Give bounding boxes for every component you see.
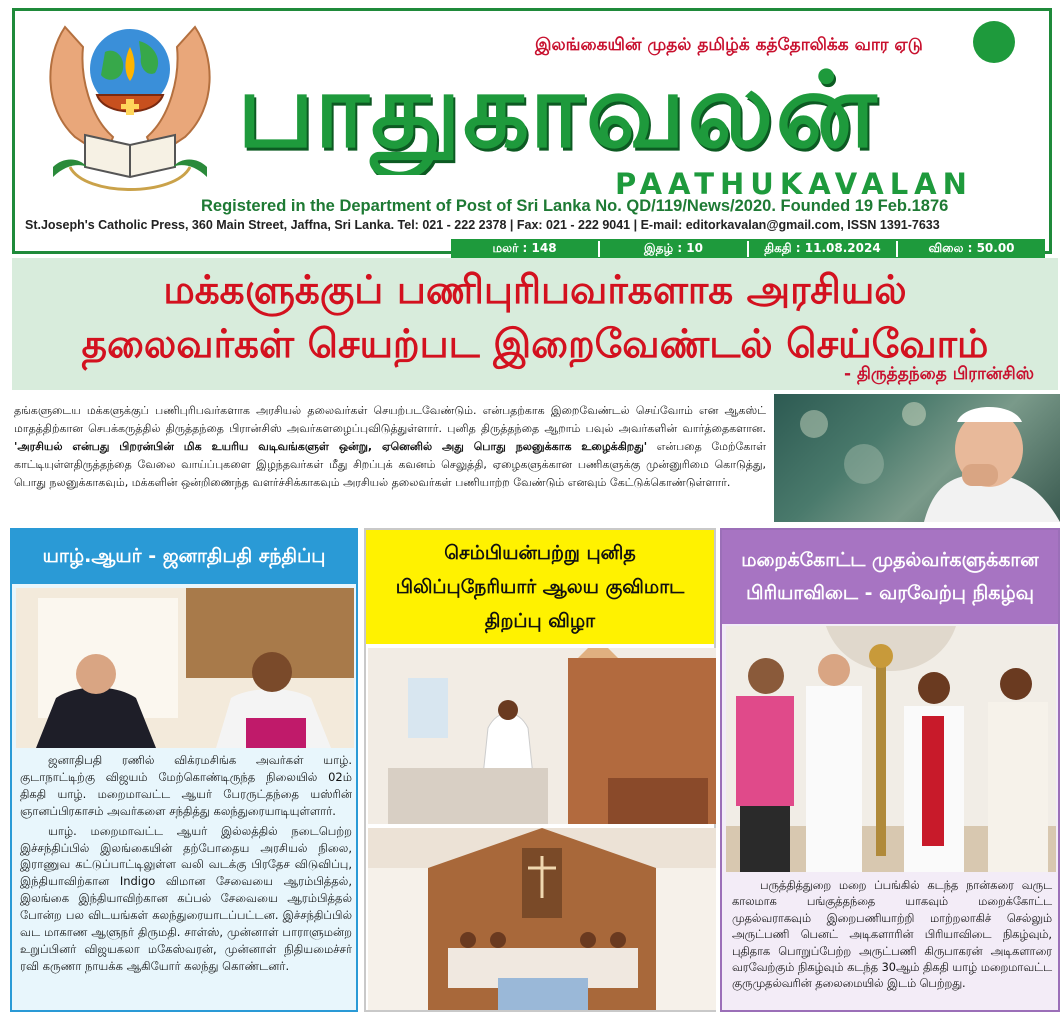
- photo-church-altar: [368, 648, 716, 824]
- section-title-farewell: மறைக்கோட்ட முதல்வர்களுக்கான பிரியாவிடை - வரவேற்பு நிகழ்வு: [722, 530, 1058, 624]
- story-bishop-president: [10, 528, 358, 1012]
- lead-story-text: [14, 402, 766, 492]
- section-title-church-dome: செம்பியன்பற்று புனித பிலிப்புநேரியார் ஆலய குவிமாட திறப்பு விழா: [366, 530, 714, 644]
- registration-line: Registered in the Department of Post of Sri Lanka No. QD/119/News/2020. Founded 19 Feb.1876: [201, 197, 949, 215]
- paper-name-latin: PAATHUKAVALAN: [615, 167, 973, 201]
- main-headline: [12, 264, 1058, 372]
- issue-price: விலை : 50.00: [928, 241, 1015, 255]
- issue-number: இதழ் : 10: [600, 241, 749, 257]
- issue-volume: மலர் : 148: [451, 241, 600, 257]
- headline-box: [12, 258, 1058, 390]
- pope-photo: [774, 394, 1060, 522]
- section-title-bishop-meeting: யாழ்.ஆயர் - ஜனாதிபதி சந்திப்பு: [12, 530, 356, 584]
- story-church-dome: [364, 528, 716, 1012]
- masthead: [12, 8, 1052, 254]
- logo-hands-globe-lamp-icon: [35, 17, 225, 217]
- paragraph: ஜனாதிபதி ரணில் விக்ரமசிங்க அவர்கள் யாழ். குடாநாட்டிற்கு விஜயம் மேற்கொண்டிருந்த நிலையில் 02ம் திகதி யாழ். மறைமாவட்ட ஆயர் பேரருட்தந்தை யஸ்ரின் ஞானப்பிரகாசம் அவர்களை சந்தித்து கலந்துரையாடியுள்ளார்.: [20, 753, 352, 818]
- masthead-tagline: இலங்கையின் முதல் தமிழ்க் கத்தோலிக்க வார ஏடு: [535, 35, 923, 55]
- headline-byline: - திருத்தந்தை பிரான்சிஸ்: [843, 364, 1034, 384]
- paragraph: யாழ். மறைமாவட்ட ஆயர் இல்லத்தில் நடைபெற்ற இச்சந்திப்பில் இலங்கையின் தற்போதைய அரசியல் நிலை, இராணுவ கட்டுப்பாட்டிலுள்ள வலி வடக்கு பிரதேச விடுவிப்பு, இந்தியாவிற்கான Indigo விமான சேவையை ஆரம்பித்தல், இலங்கை இந்தியாவிற்கான கப்பல் சேவையை ஆரம்பித்தல் போன்ற பல விடயங்கள் கலந்துரையாடப்பட்டன. இச்சந்திப்பில் வட மாகாண ஆளுநர் திருமதி. சாள்ஸ், முன்னாள் பாராளுமன்ற உறுப்பினர் விஜயகலா மகேஸ்வரன், முன்னாள் நிதியமைச்சர் ரவி கருணா நாயக்க ஆகியோர் கலந்து கொண்டனர்.: [20, 823, 352, 973]
- paper-name-tamil: பாதுகாவலன்: [237, 49, 879, 171]
- story-text-farewell: [732, 878, 1052, 996]
- photo-farewell-ceremony: [726, 626, 1056, 872]
- issue-info-bar: [451, 239, 1045, 259]
- lead-text-a: தங்களுடைய மக்களுக்குப் பணிபுரிபவர்களாக அரசியல் தலைவர்கள் செயற்படவேண்டும். என்பதற்காக இறைவேண்டல் செய்வோம் என ஆகஸ்ட் மாதத்திற்கான செபக்கருத்தில் திருத்தந்தை பிரான்சிஸ் அவர்களழைப்புவிடுத்துள்ளார். புனித திருத்தந்தை ஆறாம் பவுல் அவர்களின் வார்த்தைகளான.: [14, 404, 766, 435]
- lead-quote: 'அரசியல் என்பது பிறரன்பின் மிக உயரிய வடிவங்களுள் ஒன்று, ஏனெனில் அது பொது நலனுக்காக உழைக்கிறது': [14, 440, 648, 453]
- story-farewell-welcome: [720, 528, 1060, 1012]
- press-contact-line: St.Joseph's Catholic Press, 360 Main Street, Jaffna, Sri Lanka. Tel: 021 - 222 2378 | Fax: 021 - 222 9041 | E-mail: editorkavalan@gmail.com, ISSN 1391-7633: [25, 218, 940, 232]
- issue-date: திகதி : 11.08.2024: [749, 241, 898, 257]
- paragraph: பருத்தித்துறை மறை ப்பங்கில் கடந்த நான்கரை வருட காலமாக பங்குத்தந்தை யாகவும் மறைக்கோட்ட முதல்வராகவும் இறைபணியாற்றி மாற்றலாகிச் செல்லும் அருட்பணி பெனட் அடிகளாரின் பிரியாவிடை நிகழ்வும், புதிதாக பொறுப்பேற்ற அருட்பணி கிருபாகரன் அடிகளாரை வரவேற்கும் நிகழ்வும் கடந்த 30ஆம் திகதி யாழ் மறைமாவட்ட குருமுதல்வரின் தலைமையில் இடம் பெற்றது.: [732, 879, 1052, 991]
- story-text-bishop: [20, 752, 352, 978]
- photo-church-interior: [368, 828, 716, 1010]
- headline-line-1: மக்களுக்குப் பணிபுரிபவர்களாக அரசியல்: [163, 268, 907, 313]
- headline-line-2: தலைவர்கள் செயற்பட இறைவேண்டல் செய்வோம்: [81, 322, 989, 367]
- lead-text-b: என்பதை மேற்கோள் காட்டியுள்ளதிருத்தந்தை வேலை வாய்ப்புகளை இழந்தவர்கள் மீது சிறப்புக் கவனம் செலுத்தி, ஏழைகளுக்கான பணிகளுக்கு முன்னுரிமை கொடுத்து, பொது நலனுக்காகவும், மக்களின் ஒன்றிணைந்த வளர்ச்சிக்காகவும் அரசியல் தலைவர்கள் பணியாற்ற வேண்டும் எனவும் கேட்டுக்கொண்டுள்ளார்.: [14, 440, 767, 489]
- photo-bishop-president: [16, 588, 354, 748]
